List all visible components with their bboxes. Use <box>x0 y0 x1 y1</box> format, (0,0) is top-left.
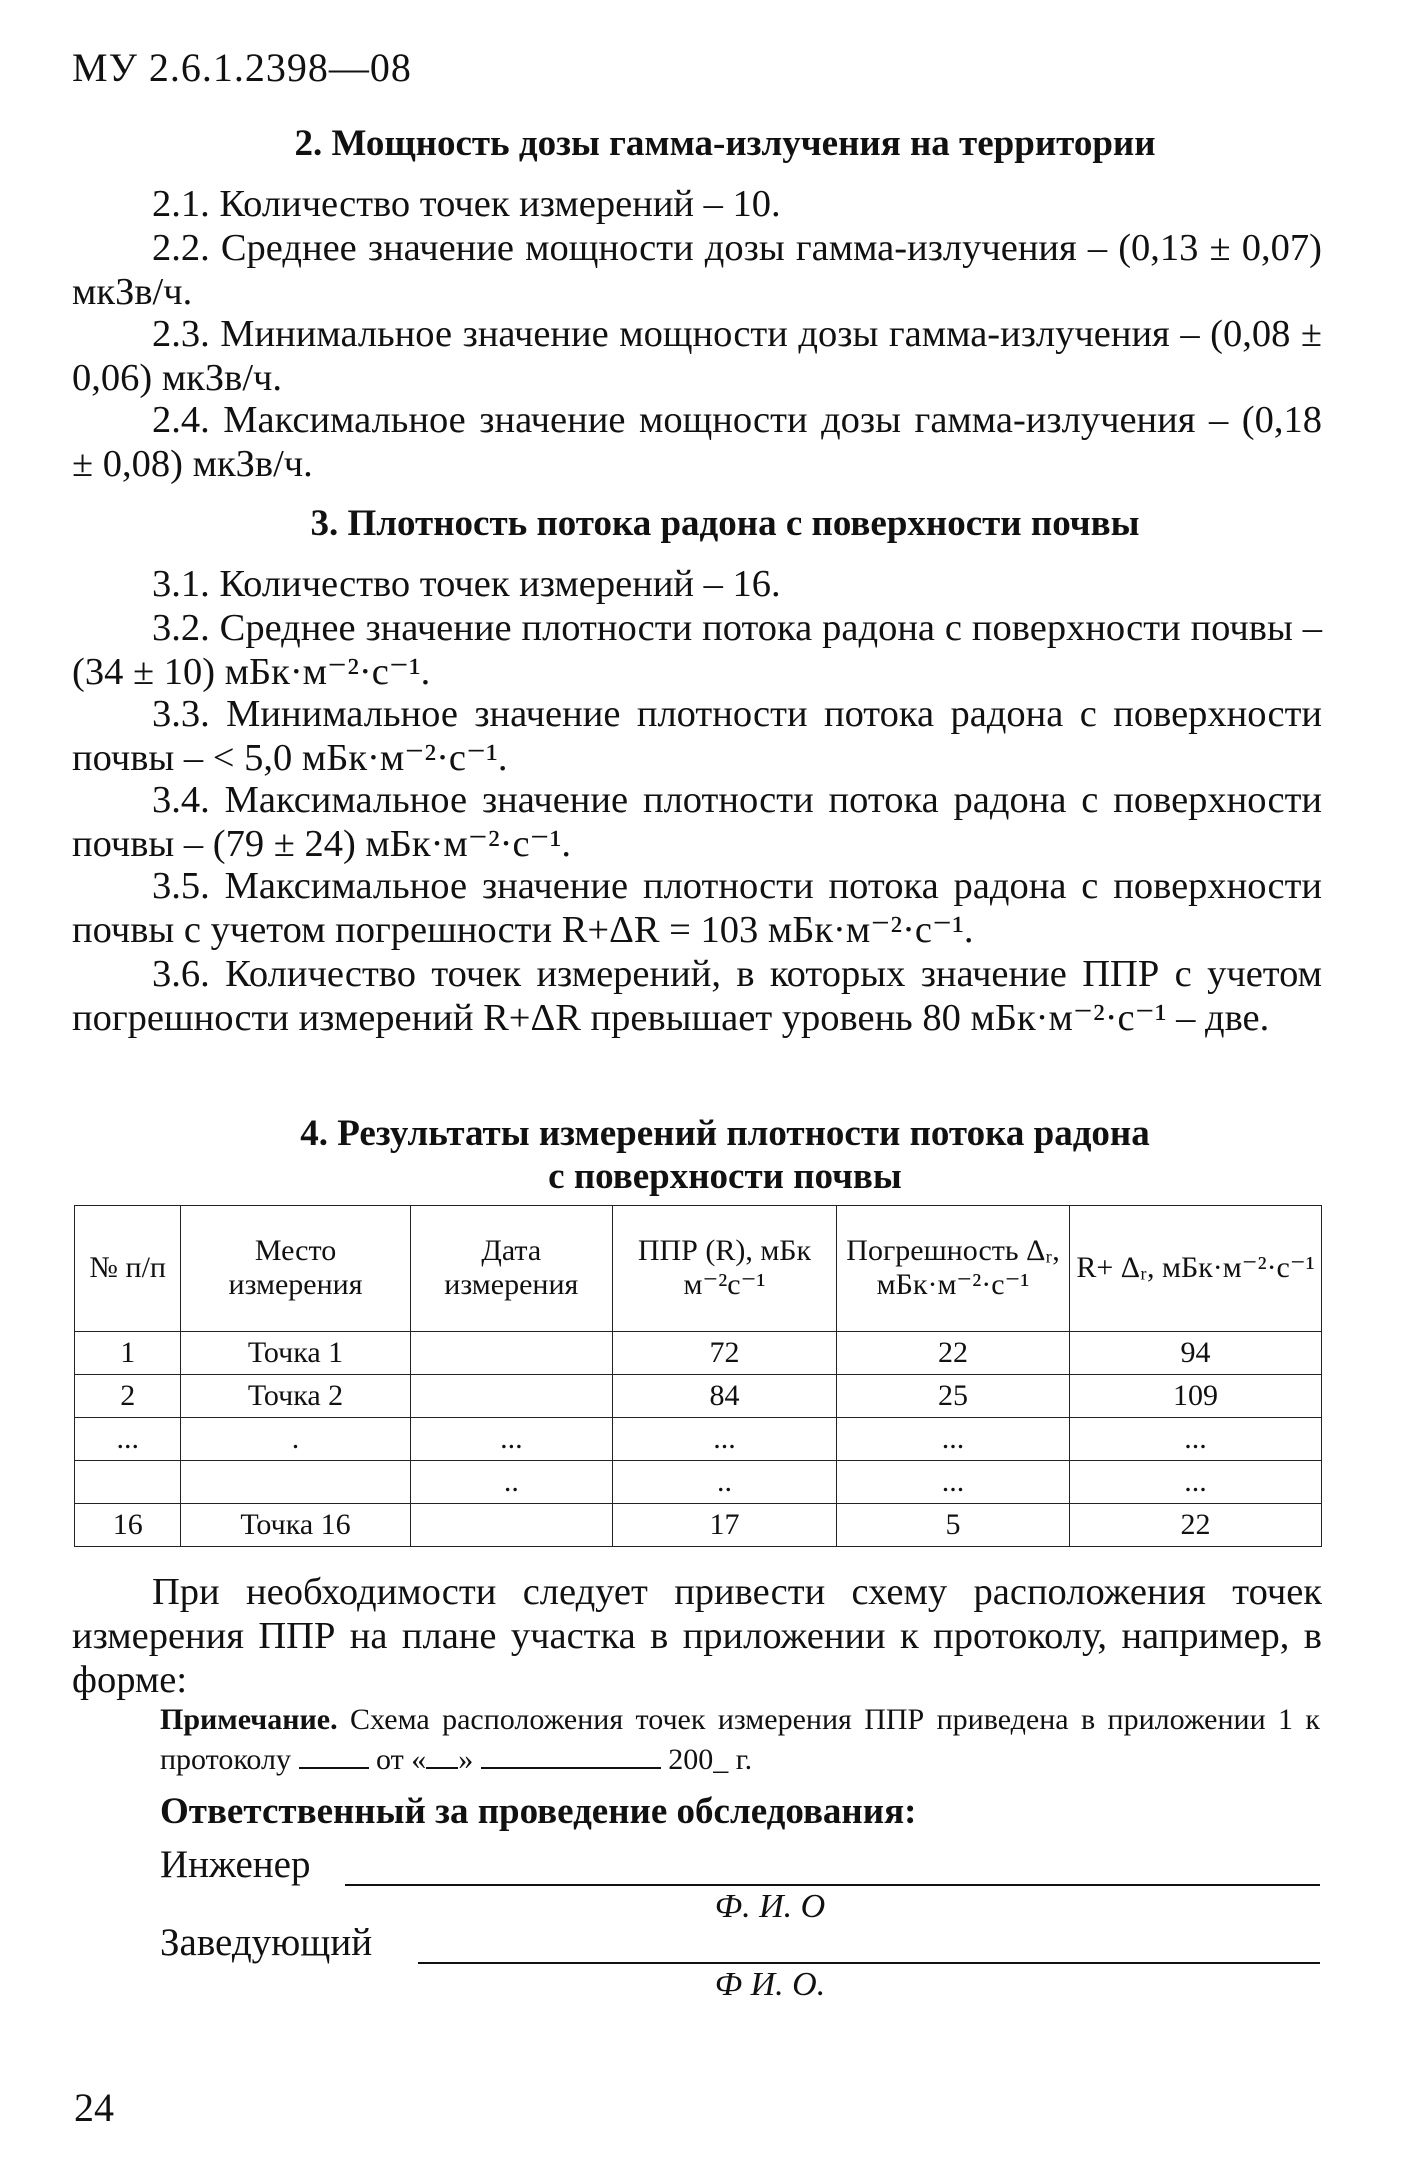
table-cell <box>410 1331 612 1374</box>
note <box>160 1700 1320 1780</box>
table-cell: ... <box>1070 1460 1322 1503</box>
table-cell: ... <box>75 1417 181 1460</box>
table-cell: Точка 16 <box>181 1503 410 1546</box>
note-year: 200_ г. <box>668 1743 753 1776</box>
note-text: Схема расположения точек измерения ППР приведена в приложении 1 к протоколу <box>160 1703 1321 1776</box>
page-number: 24 <box>74 2085 114 2130</box>
engineer-signature-line <box>345 1882 1320 1886</box>
table-cell <box>410 1503 612 1546</box>
table-cell: ... <box>836 1417 1069 1460</box>
paragraph-2-3-text: 2.3. Минимальное значение мощности дозы гамма-излучения – (0,08 ± 0,06) мкЗв/ч. <box>72 313 1322 399</box>
document-code: МУ 2.6.1.2398—08 <box>72 45 412 90</box>
paragraph-3-1 <box>72 562 1322 606</box>
paragraph-2-4 <box>72 398 1322 486</box>
paragraph-3-4 <box>72 778 1322 866</box>
responsible-title: Ответственный за проведение обследования: <box>160 1791 917 1832</box>
table-cell: .. <box>612 1460 836 1503</box>
paragraph-2-4-text: 2.4. Максимальное значение мощности дозы гамма-излучения – (0,18 ± 0,08) мкЗв/ч. <box>72 399 1322 485</box>
header-cell: R+ Δᵣ, мБк·м⁻²·с⁻¹ <box>1070 1206 1322 1332</box>
table-cell: Точка 2 <box>181 1374 410 1417</box>
note-blank-1 <box>299 1741 369 1769</box>
paragraph-2-2-text: 2.2. Среднее значение мощности дозы гамма-излучения – (0,13 ± 0,07) мкЗв/ч. <box>72 227 1322 313</box>
table-cell <box>410 1374 612 1417</box>
table-cell: 2 <box>75 1374 181 1417</box>
table-row <box>75 1331 1322 1374</box>
table-cell: . <box>181 1417 410 1460</box>
paragraph-3-2 <box>72 606 1322 694</box>
scheme-paragraph-text: При необходимости следует привести схему расположения точек измерения ППР на плане участка в приложении к протоколу, например, в форме: <box>72 1571 1322 1701</box>
table-cell: 17 <box>612 1503 836 1546</box>
table-header-row <box>75 1206 1322 1332</box>
section-4-subtitle: с поверхности почвы <box>548 1156 902 1197</box>
paragraph-3-3 <box>72 692 1322 780</box>
header-cell: Место измерения <box>181 1206 410 1332</box>
results-table <box>74 1205 1322 1547</box>
paragraph-2-1-text: 2.1. Количество точек измерений – 10. <box>152 183 781 225</box>
header-cell: Дата измерения <box>410 1206 612 1332</box>
note-close-quote: » <box>458 1743 474 1776</box>
table-cell: 22 <box>836 1331 1069 1374</box>
head-label: Заведующий <box>160 1921 373 1964</box>
paragraph-3-5 <box>72 864 1322 952</box>
table-cell: 5 <box>836 1503 1069 1546</box>
paragraph-2-2 <box>72 226 1322 314</box>
table-cell <box>181 1460 410 1503</box>
note-blank-2 <box>426 1741 458 1769</box>
section-4-title: 4. Результаты измерений плотности потока радона <box>300 1113 1150 1154</box>
header-cell: № п/п <box>75 1206 181 1332</box>
paragraph-3-6-text: 3.6. Количество точек измерений, в которых значение ППР с учетом погрешности измерений R+ΔR превышает уровень 80 мБк·м⁻²·с⁻¹ – две. <box>72 953 1322 1039</box>
table-cell: 16 <box>75 1503 181 1546</box>
table-cell: ... <box>836 1460 1069 1503</box>
table-cell: 1 <box>75 1331 181 1374</box>
engineer-fio: Ф. И. О <box>714 1888 826 1925</box>
paragraph-3-3-text: 3.3. Минимальное значение плотности потока радона с поверхности почвы – < 5,0 мБк·м⁻²·с⁻¹. <box>72 693 1322 779</box>
table-cell: ... <box>1070 1417 1322 1460</box>
section-2-title: 2. Мощность дозы гамма-излучения на территории <box>294 123 1156 164</box>
scheme-paragraph <box>72 1570 1322 1702</box>
table-cell: ... <box>612 1417 836 1460</box>
table-row <box>75 1374 1322 1417</box>
paragraph-3-2-text: 3.2. Среднее значение плотности потока радона с поверхности почвы – (34 ± 10) мБк·м⁻²·с⁻¹. <box>72 607 1322 693</box>
table-cell: 94 <box>1070 1331 1322 1374</box>
paragraph-2-1 <box>72 182 1322 226</box>
head-signature-line <box>418 1960 1320 1964</box>
table-cell: 84 <box>612 1374 836 1417</box>
note-label: Примечание. <box>160 1703 338 1736</box>
table-cell: ... <box>410 1417 612 1460</box>
paragraph-3-1-text: 3.1. Количество точек измерений – 16. <box>152 563 781 605</box>
table-row <box>75 1417 1322 1460</box>
paragraph-3-5-text: 3.5. Максимальное значение плотности потока радона с поверхности почвы с учетом погрешности R+ΔR = 103 мБк·м⁻²·с⁻¹. <box>72 865 1322 951</box>
note-from: от « <box>376 1743 427 1776</box>
table-cell: 109 <box>1070 1374 1322 1417</box>
engineer-label: Инженер <box>160 1843 311 1886</box>
table-cell: 25 <box>836 1374 1069 1417</box>
table-cell: 22 <box>1070 1503 1322 1546</box>
paragraph-3-4-text: 3.4. Максимальное значение плотности потока радона с поверхности почвы – (79 ± 24) мБк·м⁻²·с⁻¹. <box>72 779 1322 865</box>
table-row <box>75 1460 1322 1503</box>
section-3-title: 3. Плотность потока радона с поверхности почвы <box>310 503 1140 544</box>
note-blank-3 <box>481 1741 661 1769</box>
header-cell: Погрешность Δᵣ, мБк·м⁻²·с⁻¹ <box>836 1206 1069 1332</box>
paragraph-2-3 <box>72 312 1322 400</box>
header-cell: ППР (R), мБк м⁻²с⁻¹ <box>612 1206 836 1332</box>
head-fio: Ф И. О. <box>714 1966 826 2003</box>
paragraph-3-6 <box>72 952 1322 1040</box>
table-cell: .. <box>410 1460 612 1503</box>
table-cell <box>75 1460 181 1503</box>
table-cell: 72 <box>612 1331 836 1374</box>
table-cell: Точка 1 <box>181 1331 410 1374</box>
table-row <box>75 1503 1322 1546</box>
